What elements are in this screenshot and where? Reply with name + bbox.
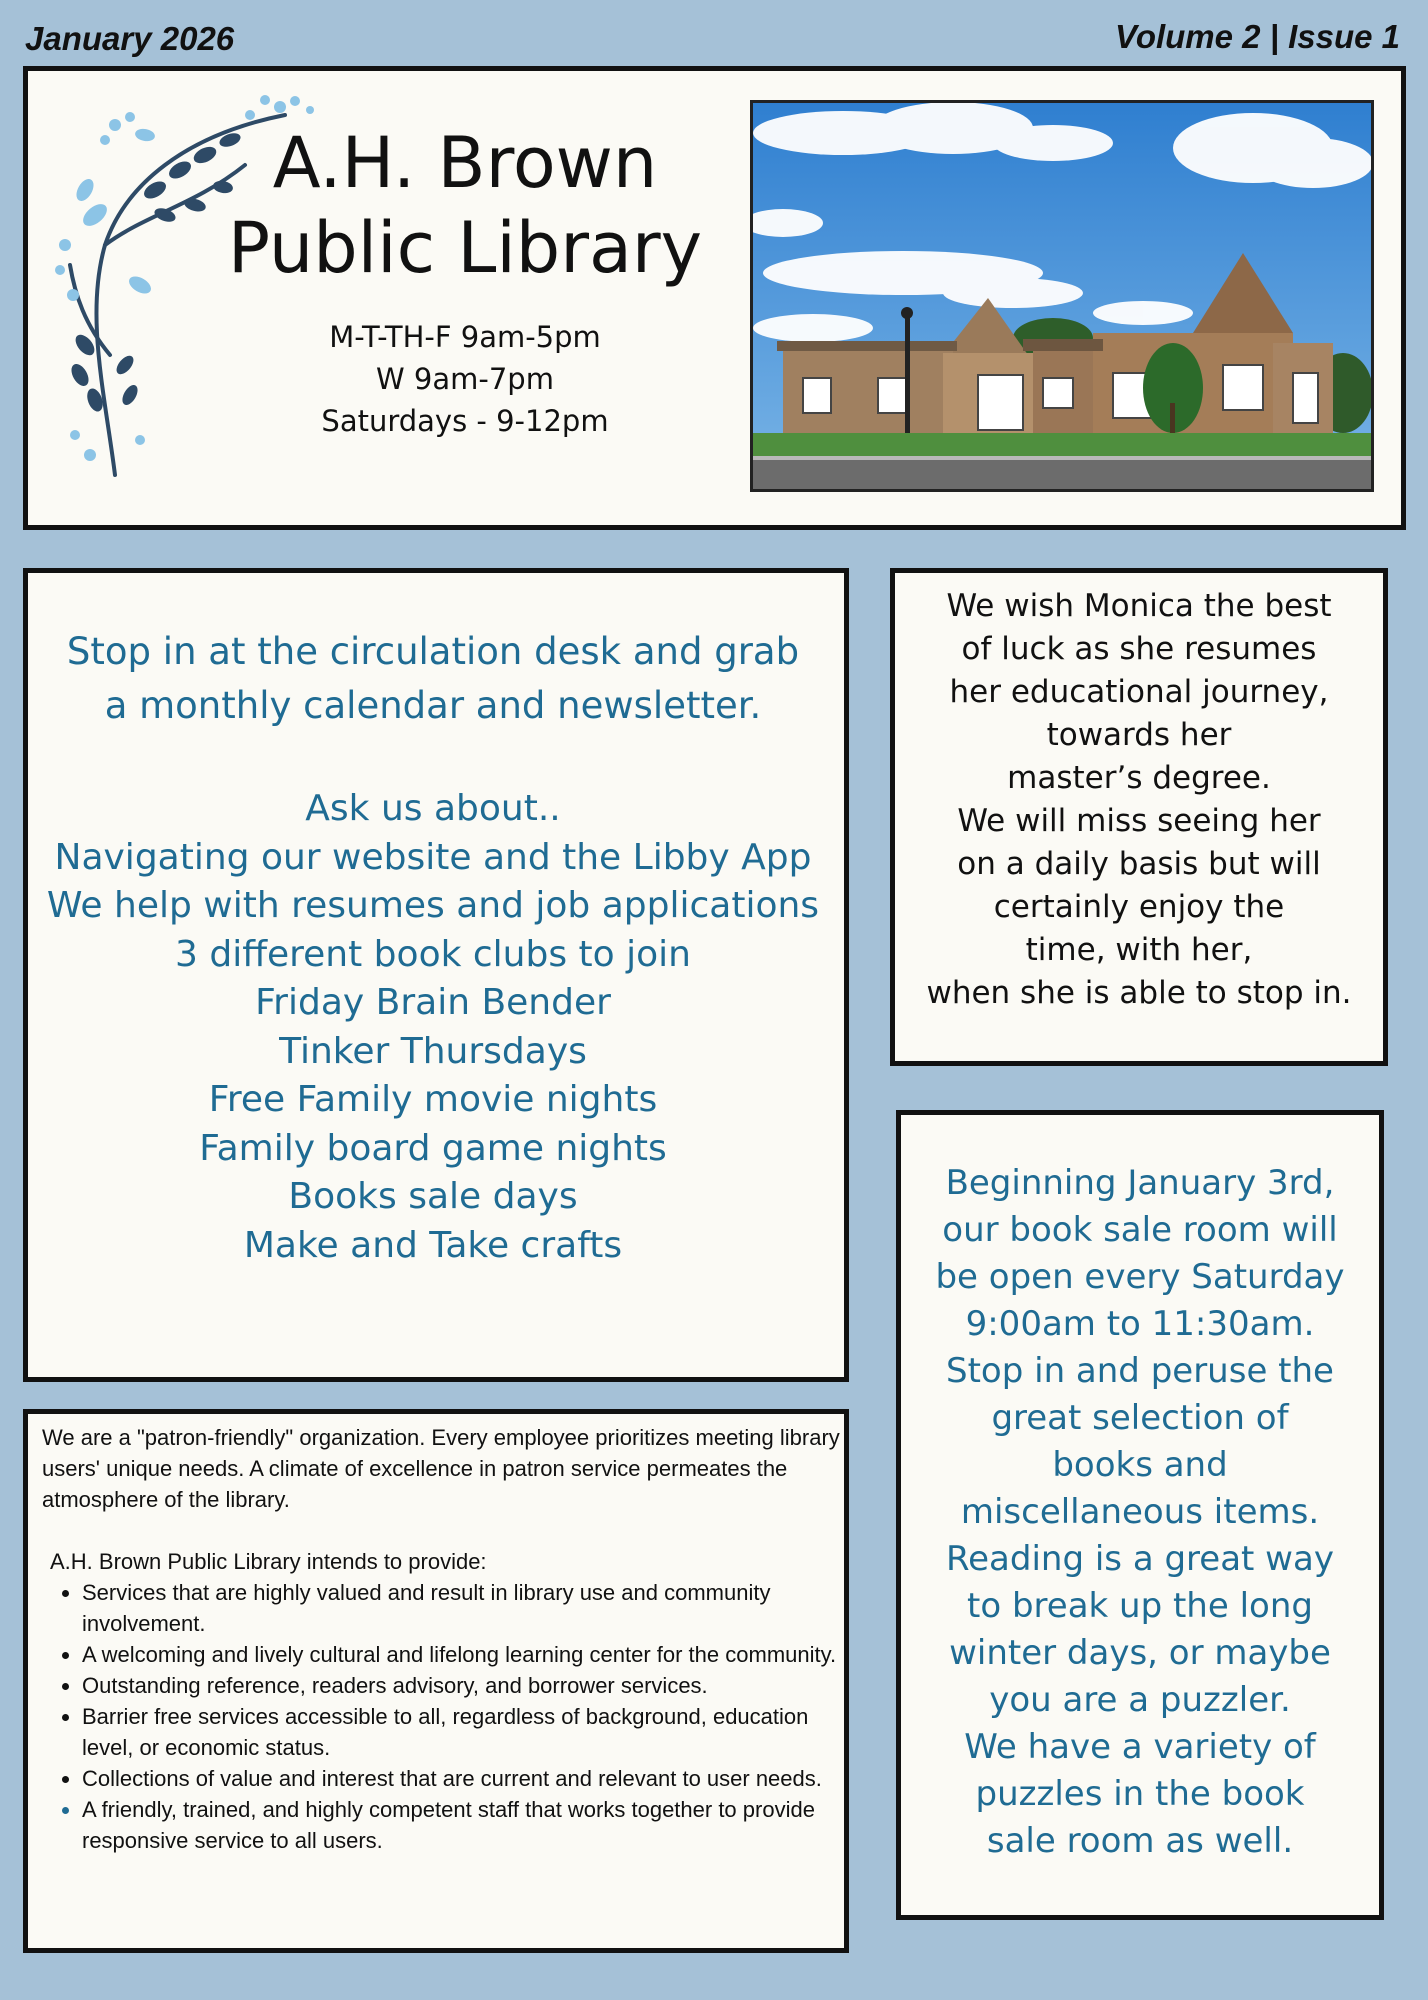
list-item: 3 different book clubs to join [175,933,691,975]
ask-us-list [30,785,836,1270]
text-line: her educational journey, [949,674,1329,710]
text-line: Stop in and peruse the [946,1351,1334,1391]
list-item: Family board game nights [199,1127,667,1169]
list-item: Friday Brain Bender [255,982,611,1023]
text-line: miscellaneous items. [960,1492,1320,1532]
list-item: Make and Take crafts [243,1224,623,1266]
list-item: Navigating our website and the Libby App [54,836,812,878]
mission-provide-heading: A.H. Brown Public Library intends to provide: [50,1549,487,1574]
hours-weekdays: M-T-TH-F 9am-5pm [329,320,601,354]
text-line: sale room as well. [986,1821,1294,1861]
text-line: great selection of [991,1398,1289,1438]
text-line: We will miss seeing her [957,803,1321,839]
text-line: winter days, or maybe [949,1633,1331,1673]
text-line: on a daily basis but will [957,846,1321,882]
library-building-photo [750,100,1374,492]
text-line: Beginning January 3rd, [945,1163,1335,1203]
text-line: We wish Monica the best [946,588,1332,624]
book-sale-text [905,1160,1375,1865]
ask-us-title: Ask us about.. [305,788,561,829]
text-line: We have a variety of [964,1727,1316,1767]
text-line: master’s degree. [1007,760,1271,796]
list-item: Free Family movie nights [208,1079,658,1120]
text-line: when she is able to stop in. [926,975,1352,1011]
list-item: • Services that are highly valued and result in library use and community involvement. [82,1577,842,1639]
library-title-line2: Public Library [227,207,703,289]
list-item: Books sale days [288,1176,578,1217]
list-item: • Barrier free services accessible to all, regardless of background, education level, or economic status. [82,1701,842,1763]
monica-farewell-text [895,585,1383,1015]
text-line: certainly enjoy the [993,889,1285,925]
issue-date: January 2026 [25,20,235,57]
text-line: puzzles in the book [975,1774,1305,1814]
list-item: Tinker Thursdays [279,1030,587,1072]
mission-intro: We are a "patron-friendly" organization. Every employee prioritizes meeting library users' unique needs. A climate of excellence in patron service permeates the atmosphere of the library. [42,1425,840,1512]
text-line: you are a puzzler. [989,1680,1291,1720]
list-item: • Outstanding reference, readers advisory, and borrower services. [82,1670,842,1701]
circulation-desk-note [30,625,836,733]
text-line: to break up the long [967,1586,1313,1626]
list-item: • A friendly, trained, and highly competent staff that works together to provide responsive service to all users. [82,1794,842,1856]
text-line: be open every Saturday [935,1257,1345,1297]
text-line: Reading is a great way [946,1539,1334,1579]
list-item: • A welcoming and lively cultural and lifelong learning center for the community. [82,1639,842,1670]
circulation-note-line1: Stop in at the circulation desk and grab [66,630,800,673]
list-item: We help with resumes and job applications [46,885,820,926]
text-line: books and [1052,1445,1228,1485]
text-line: our book sale room will [942,1210,1338,1250]
volume-issue: Volume 2 | Issue 1 [1115,18,1400,55]
hours-saturday: Saturdays - 9-12pm [321,404,609,438]
text-line: towards her [1046,717,1232,753]
list-item: • Collections of value and interest that are current and relevant to user needs. [82,1763,842,1794]
hours-wednesday: W 9am-7pm [376,362,554,396]
mission-text [42,1422,842,1856]
text-line: 9:00am to 11:30am. [965,1304,1315,1344]
library-title-line1: A.H. Brown [272,122,658,204]
mission-list [42,1577,842,1856]
circulation-note-line2: a monthly calendar and newsletter. [104,684,762,727]
text-line: of luck as she resumes [961,631,1317,667]
text-line: time, with her, [1025,932,1253,968]
